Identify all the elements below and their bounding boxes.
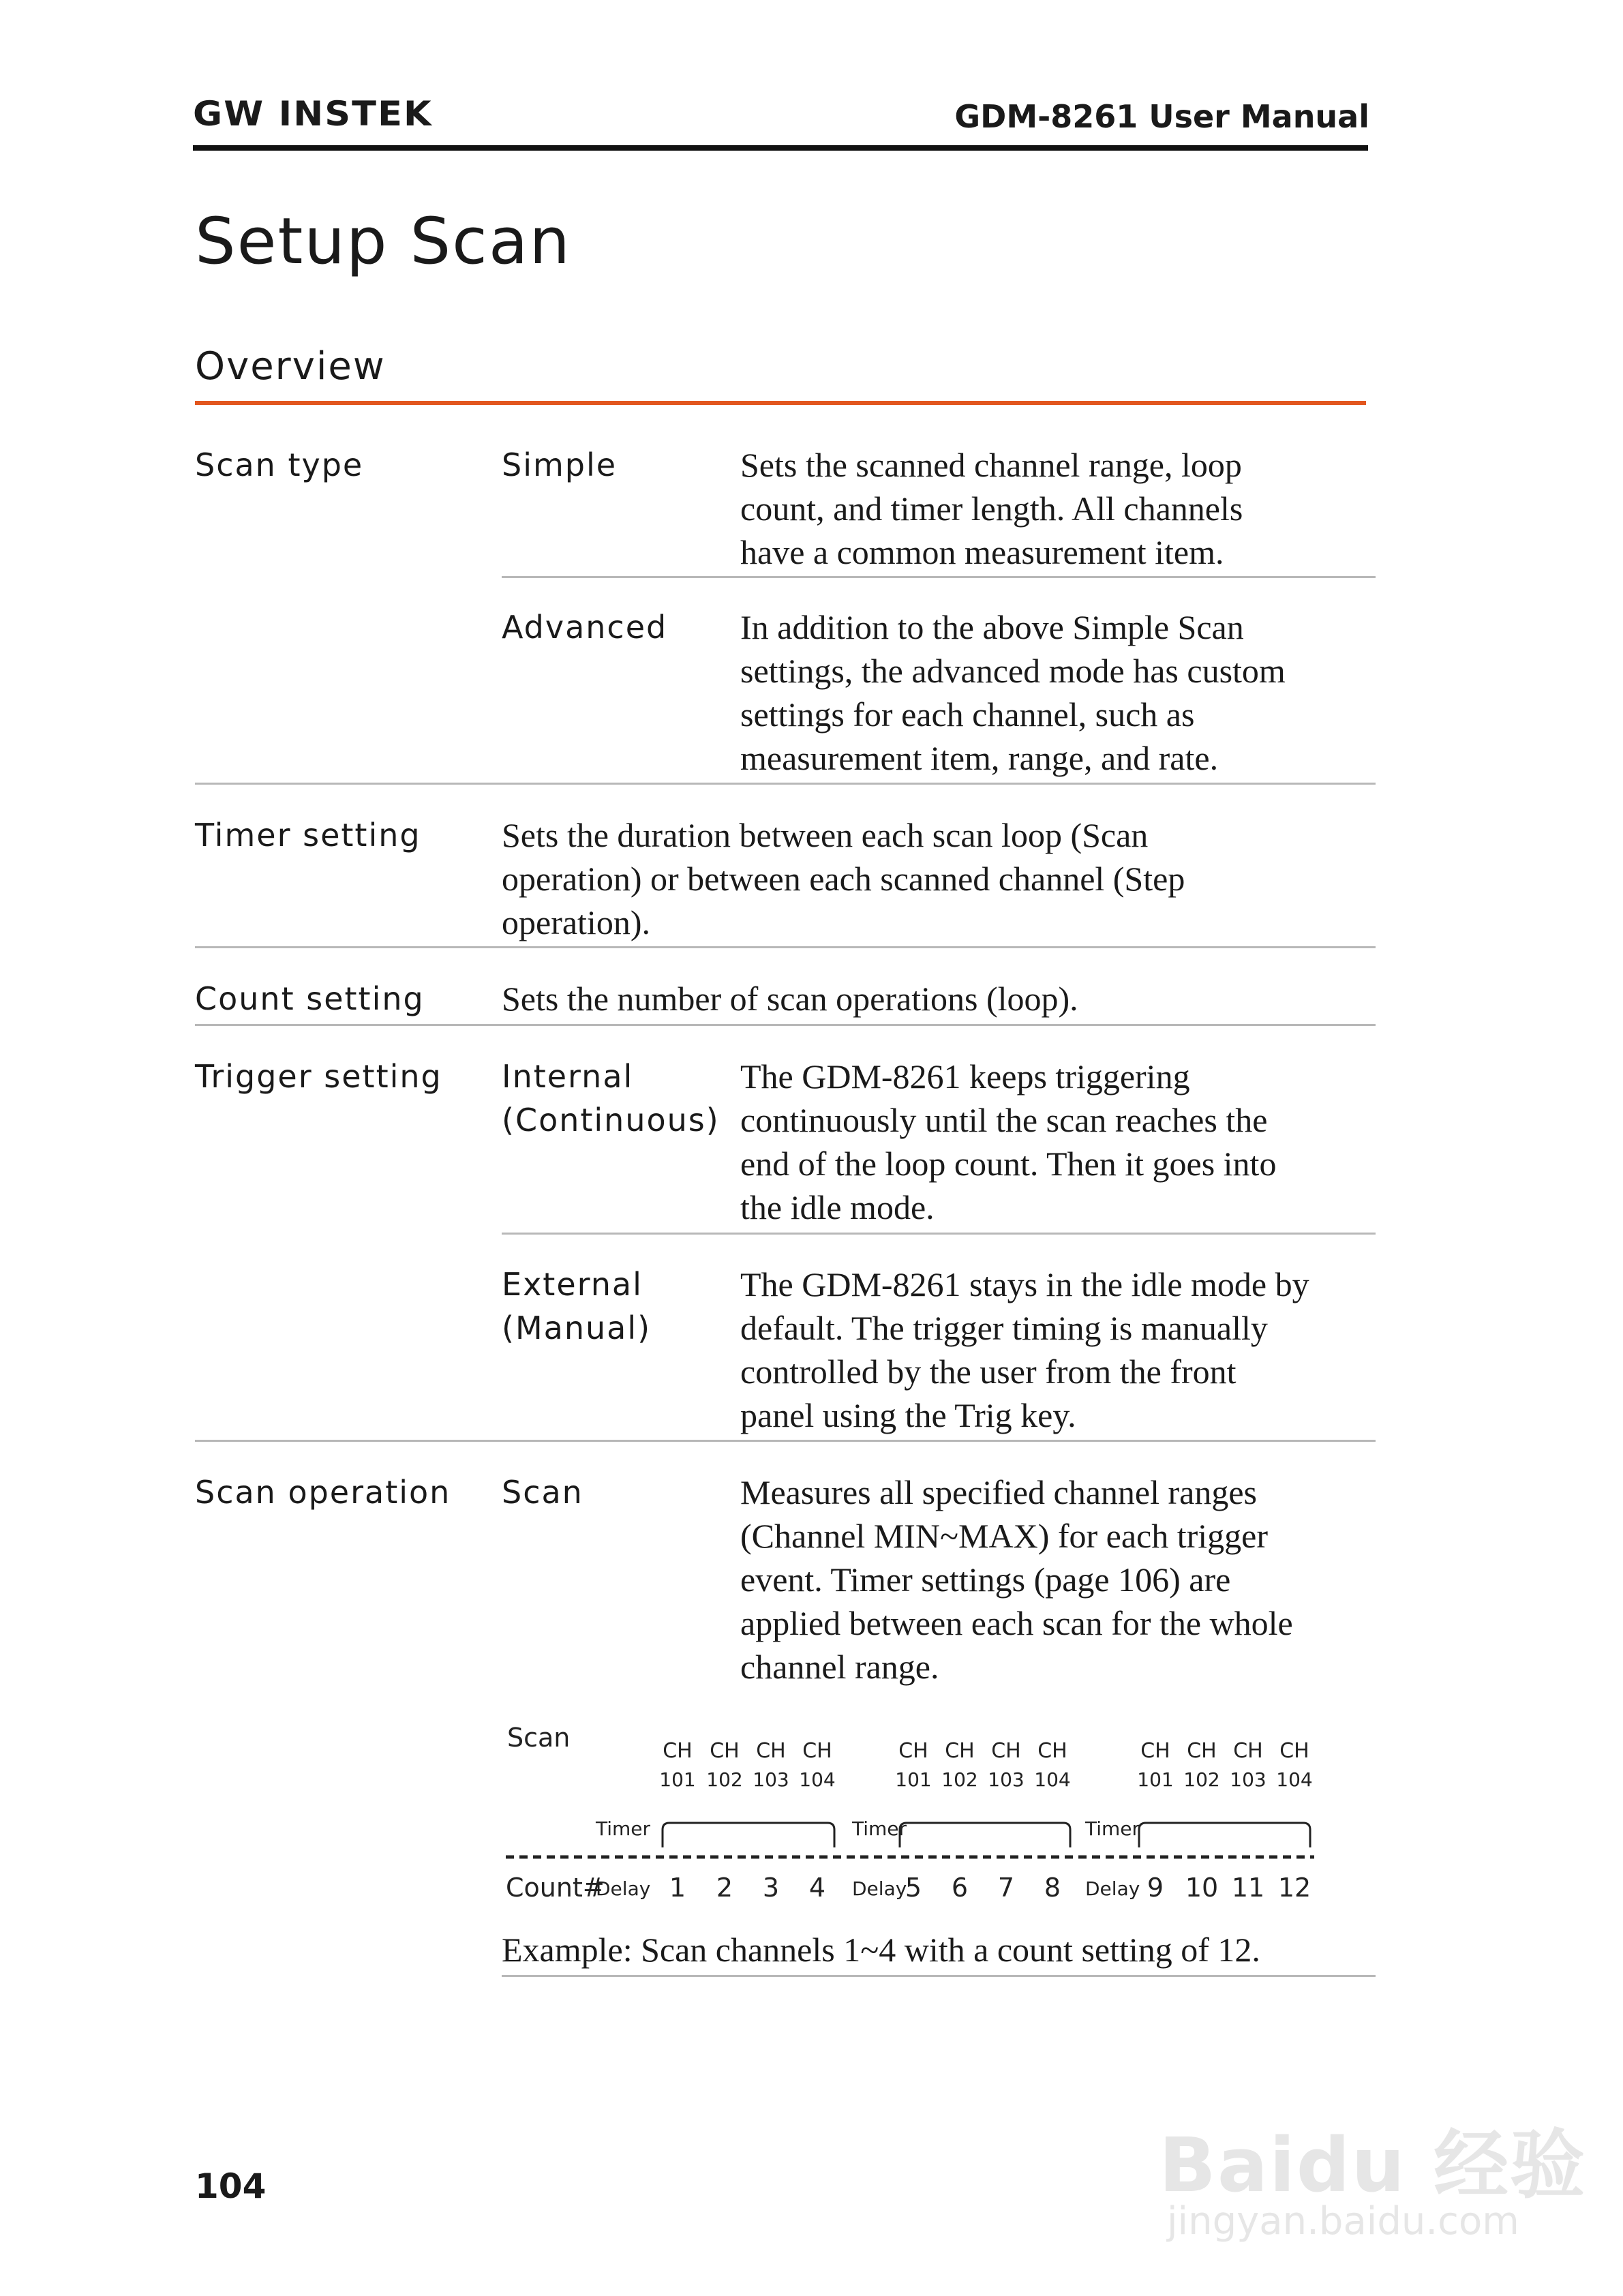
desc-scan: Measures all specified channel ranges (Channel MIN~MAX) for each trigger event. Timer settings (page 106) are applied between each scan for the whole channel range. [740, 1473, 1293, 1686]
delay-label: Delay [852, 1877, 907, 1900]
ch-number: 103 [753, 1768, 789, 1791]
label-scan-operation: Scan operation [195, 1474, 451, 1511]
ch-number: 103 [988, 1768, 1025, 1791]
count-number: 11 [1231, 1873, 1265, 1903]
ch-label: CH [1140, 1739, 1170, 1763]
label-count-setting: Count setting [195, 980, 425, 1017]
ch-label: CH [710, 1739, 740, 1763]
brand-logo: GW INSTEK [193, 94, 433, 134]
count-number: 4 [808, 1873, 826, 1903]
count-number: 2 [716, 1873, 733, 1903]
term-scan: Scan [502, 1474, 583, 1511]
ch-number: 104 [1276, 1768, 1313, 1791]
timer-bracket [1139, 1823, 1310, 1847]
delay-label: Delay [1085, 1877, 1140, 1900]
count-number: 7 [997, 1873, 1015, 1903]
channel-group-2 [895, 1739, 1070, 1791]
row-divider [195, 946, 1376, 948]
section-rule [195, 401, 1366, 405]
term-simple: Simple [502, 447, 618, 483]
ch-label: CH [1187, 1739, 1217, 1763]
row-divider [195, 1440, 1376, 1442]
ch-number: 101 [1137, 1768, 1174, 1791]
diagram-caption: Example: Scan channels 1~4 with a count setting of 12. [502, 1931, 1260, 1969]
term-advanced: Advanced [502, 609, 668, 646]
desc-count-setting: Sets the number of scan operations (loop). [502, 980, 1078, 1018]
count-number: 10 [1185, 1873, 1219, 1903]
ch-label: CH [663, 1739, 693, 1763]
label-scan-type: Scan type [195, 447, 364, 483]
row-divider [195, 1024, 1376, 1026]
desc-simple: Sets the scanned channel range, loop count, and timer length. All channels have a common measurement item. [740, 446, 1243, 571]
ch-label: CH [756, 1739, 786, 1763]
page-title: Setup Scan [195, 205, 572, 279]
ch-number: 104 [1034, 1768, 1071, 1791]
ch-label: CH [1279, 1739, 1309, 1763]
ch-number: 104 [799, 1768, 836, 1791]
delay-label: Delay [596, 1877, 651, 1900]
desc-external: The GDM-8261 stays in the idle mode by default. The trigger timing is manually controlled by the user from the front panel using the Trig key. [740, 1265, 1309, 1434]
timer-bracket [900, 1823, 1070, 1847]
row-divider [502, 1233, 1376, 1235]
timer-label: Timer [852, 1817, 907, 1840]
count-number: 6 [951, 1873, 969, 1903]
count-number: 8 [1044, 1873, 1061, 1903]
label-timer-setting: Timer setting [195, 817, 421, 854]
ch-label: CH [1233, 1739, 1263, 1763]
header-rule [193, 145, 1368, 151]
ch-number: 101 [895, 1768, 932, 1791]
timer-label: Timer [1085, 1817, 1140, 1840]
count-number: 3 [762, 1873, 780, 1903]
ch-number: 102 [706, 1768, 743, 1791]
ch-label: CH [945, 1739, 975, 1763]
timer-bracket [663, 1823, 834, 1847]
watermark-url: jingyan.baidu.com [1167, 2199, 1519, 2244]
channel-group-1 [659, 1739, 835, 1791]
ch-number: 102 [941, 1768, 978, 1791]
timer-label: Timer [596, 1817, 651, 1840]
desc-timer-setting: Sets the duration between each scan loop (Scan operation) or between each scanned channel (Step operation). [502, 816, 1185, 941]
manual-title: GDM-8261 User Manual [954, 98, 1369, 135]
ch-label: CH [991, 1739, 1021, 1763]
desc-internal: The GDM-8261 keeps triggering continuously until the scan reaches the end of the loop count. Then it goes into the idle mode. [740, 1057, 1277, 1226]
ch-number: 101 [659, 1768, 696, 1791]
count-number: 1 [669, 1873, 686, 1903]
ch-label: CH [898, 1739, 928, 1763]
ch-label: CH [802, 1739, 832, 1763]
row-divider [195, 783, 1376, 785]
term-external: External (Manual) [502, 1266, 652, 1346]
ch-number: 103 [1230, 1768, 1266, 1791]
scan-timing-diagram [502, 1711, 1320, 1916]
count-number: 9 [1147, 1873, 1164, 1903]
count-number: 12 [1277, 1873, 1311, 1903]
watermark-logo: Baidu 经验 [1159, 2121, 1587, 2209]
diagram-title: Scan [507, 1723, 571, 1753]
row-divider [502, 576, 1376, 578]
ch-label: CH [1037, 1739, 1067, 1763]
count-label: Count# [506, 1873, 605, 1903]
row-divider [502, 1975, 1376, 1977]
term-internal: Internal (Continuous) [502, 1058, 720, 1138]
page-number: 104 [195, 2166, 267, 2206]
section-title: Overview [195, 344, 386, 389]
label-trigger-setting: Trigger setting [195, 1058, 442, 1095]
channel-group-3 [1137, 1739, 1312, 1791]
count-number: 5 [905, 1873, 922, 1903]
ch-number: 102 [1183, 1768, 1220, 1791]
desc-advanced: In addition to the above Simple Scan settings, the advanced mode has custom settings for each channel, such as measurement item, range, and rate. [740, 608, 1286, 777]
